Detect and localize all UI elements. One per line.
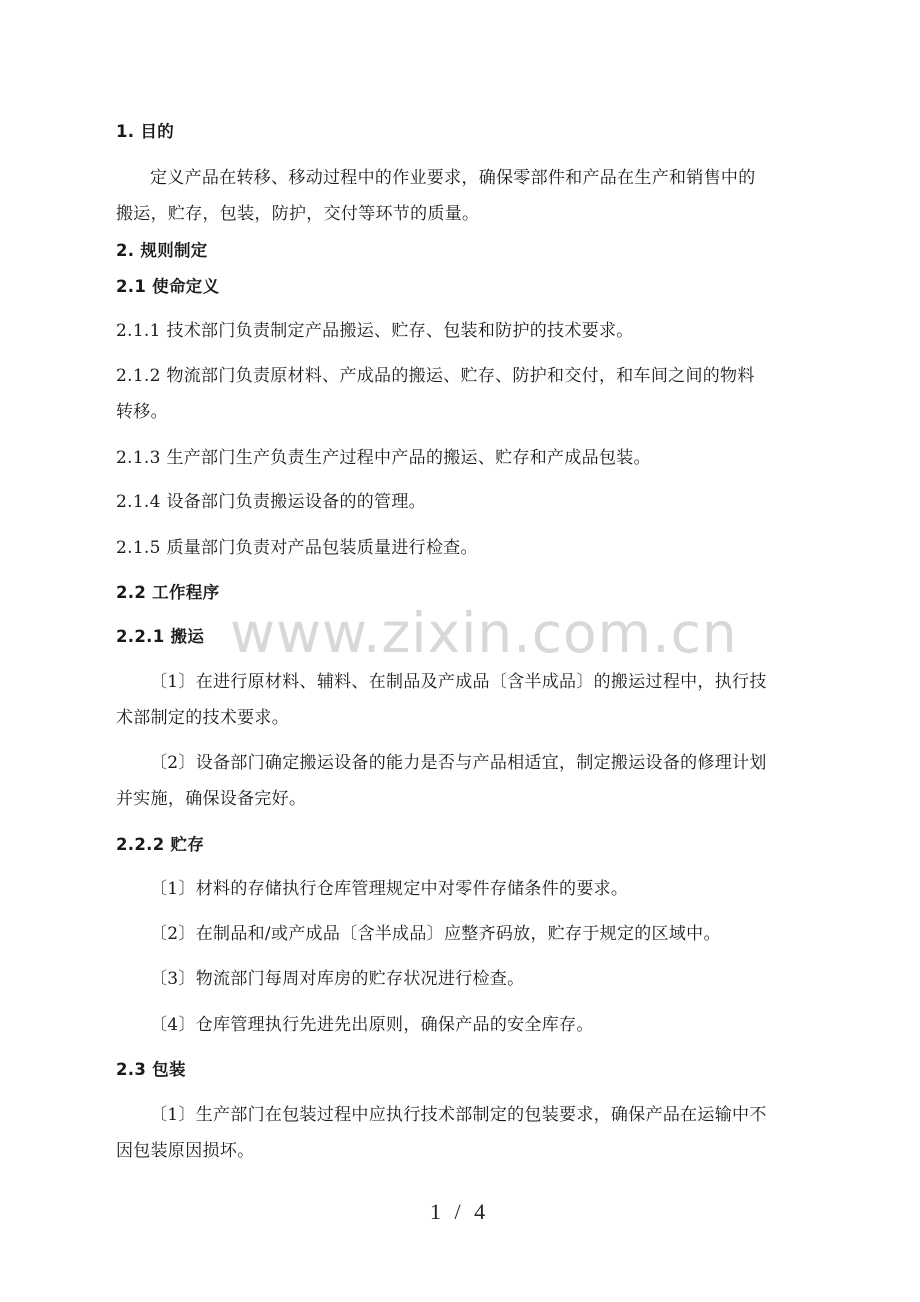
list-item-continued: 因包装原因损坏。 bbox=[116, 1141, 255, 1161]
list-item: 〔1〕材料的存储执行仓库管理规定中对零件存储条件的要求。 bbox=[150, 879, 629, 899]
list-item: 〔2〕设备部门确定搬运设备的能力是否与产品相适宜，制定搬运设备的修理计划 bbox=[150, 753, 767, 773]
heading-storage: 2.2.2 贮存 bbox=[116, 835, 205, 854]
heading-handling: 2.2.1 搬运 bbox=[116, 627, 205, 646]
list-item: 2.1.3 生产部门生产负责生产过程中产品的搬运、贮存和产成品包装。 bbox=[116, 448, 651, 468]
list-item: 2.1.1 技术部门负责制定产品搬运、贮存、包装和防护的技术要求。 bbox=[116, 321, 634, 341]
list-item: 〔2〕在制品和/或产成品〔含半成品〕应整齐码放，贮存于规定的区域中。 bbox=[150, 924, 721, 944]
list-item: 2.1.2 物流部门负责原材料、产成品的搬运、贮存、防护和交付，和车间之间的物料 bbox=[116, 366, 755, 386]
heading-packaging: 2.3 包装 bbox=[116, 1060, 186, 1079]
list-item-continued: 并实施，确保设备完好。 bbox=[116, 789, 307, 809]
heading-responsibilities: 2.1 使命定义 bbox=[116, 277, 220, 296]
list-item: 〔1〕在进行原材料、辅料、在制品及产成品〔含半成品〕的搬运过程中，执行技 bbox=[150, 672, 767, 692]
list-item: 〔1〕生产部门在包装过程中应执行技术部制定的包装要求，确保产品在运输中不 bbox=[150, 1105, 767, 1125]
paragraph: 搬运，贮存，包装，防护，交付等环节的质量。 bbox=[116, 204, 480, 224]
watermark: www.zixin.com.cn bbox=[230, 601, 738, 665]
page-indicator: 1 / 4 bbox=[430, 1199, 486, 1224]
list-item: 〔3〕物流部门每周对库房的贮存状况进行检查。 bbox=[150, 969, 525, 989]
list-item: 2.1.4 设备部门负责搬运设备的的管理。 bbox=[116, 492, 426, 512]
paragraph: 定义产品在转移、移动过程中的作业要求，确保零部件和产品在生产和销售中的 bbox=[150, 168, 756, 188]
list-item: 〔4〕仓库管理执行先进先出原则，确保产品的安全库存。 bbox=[150, 1015, 594, 1035]
heading-purpose: 1. 目的 bbox=[116, 122, 174, 141]
heading-procedure: 2.2 工作程序 bbox=[116, 583, 220, 602]
list-item: 2.1.5 质量部门负责对产品包装质量进行检查。 bbox=[116, 538, 478, 558]
heading-rules: 2. 规则制定 bbox=[116, 241, 208, 260]
list-item-continued: 转移。 bbox=[116, 402, 168, 422]
list-item-continued: 术部制定的技术要求。 bbox=[116, 708, 289, 728]
